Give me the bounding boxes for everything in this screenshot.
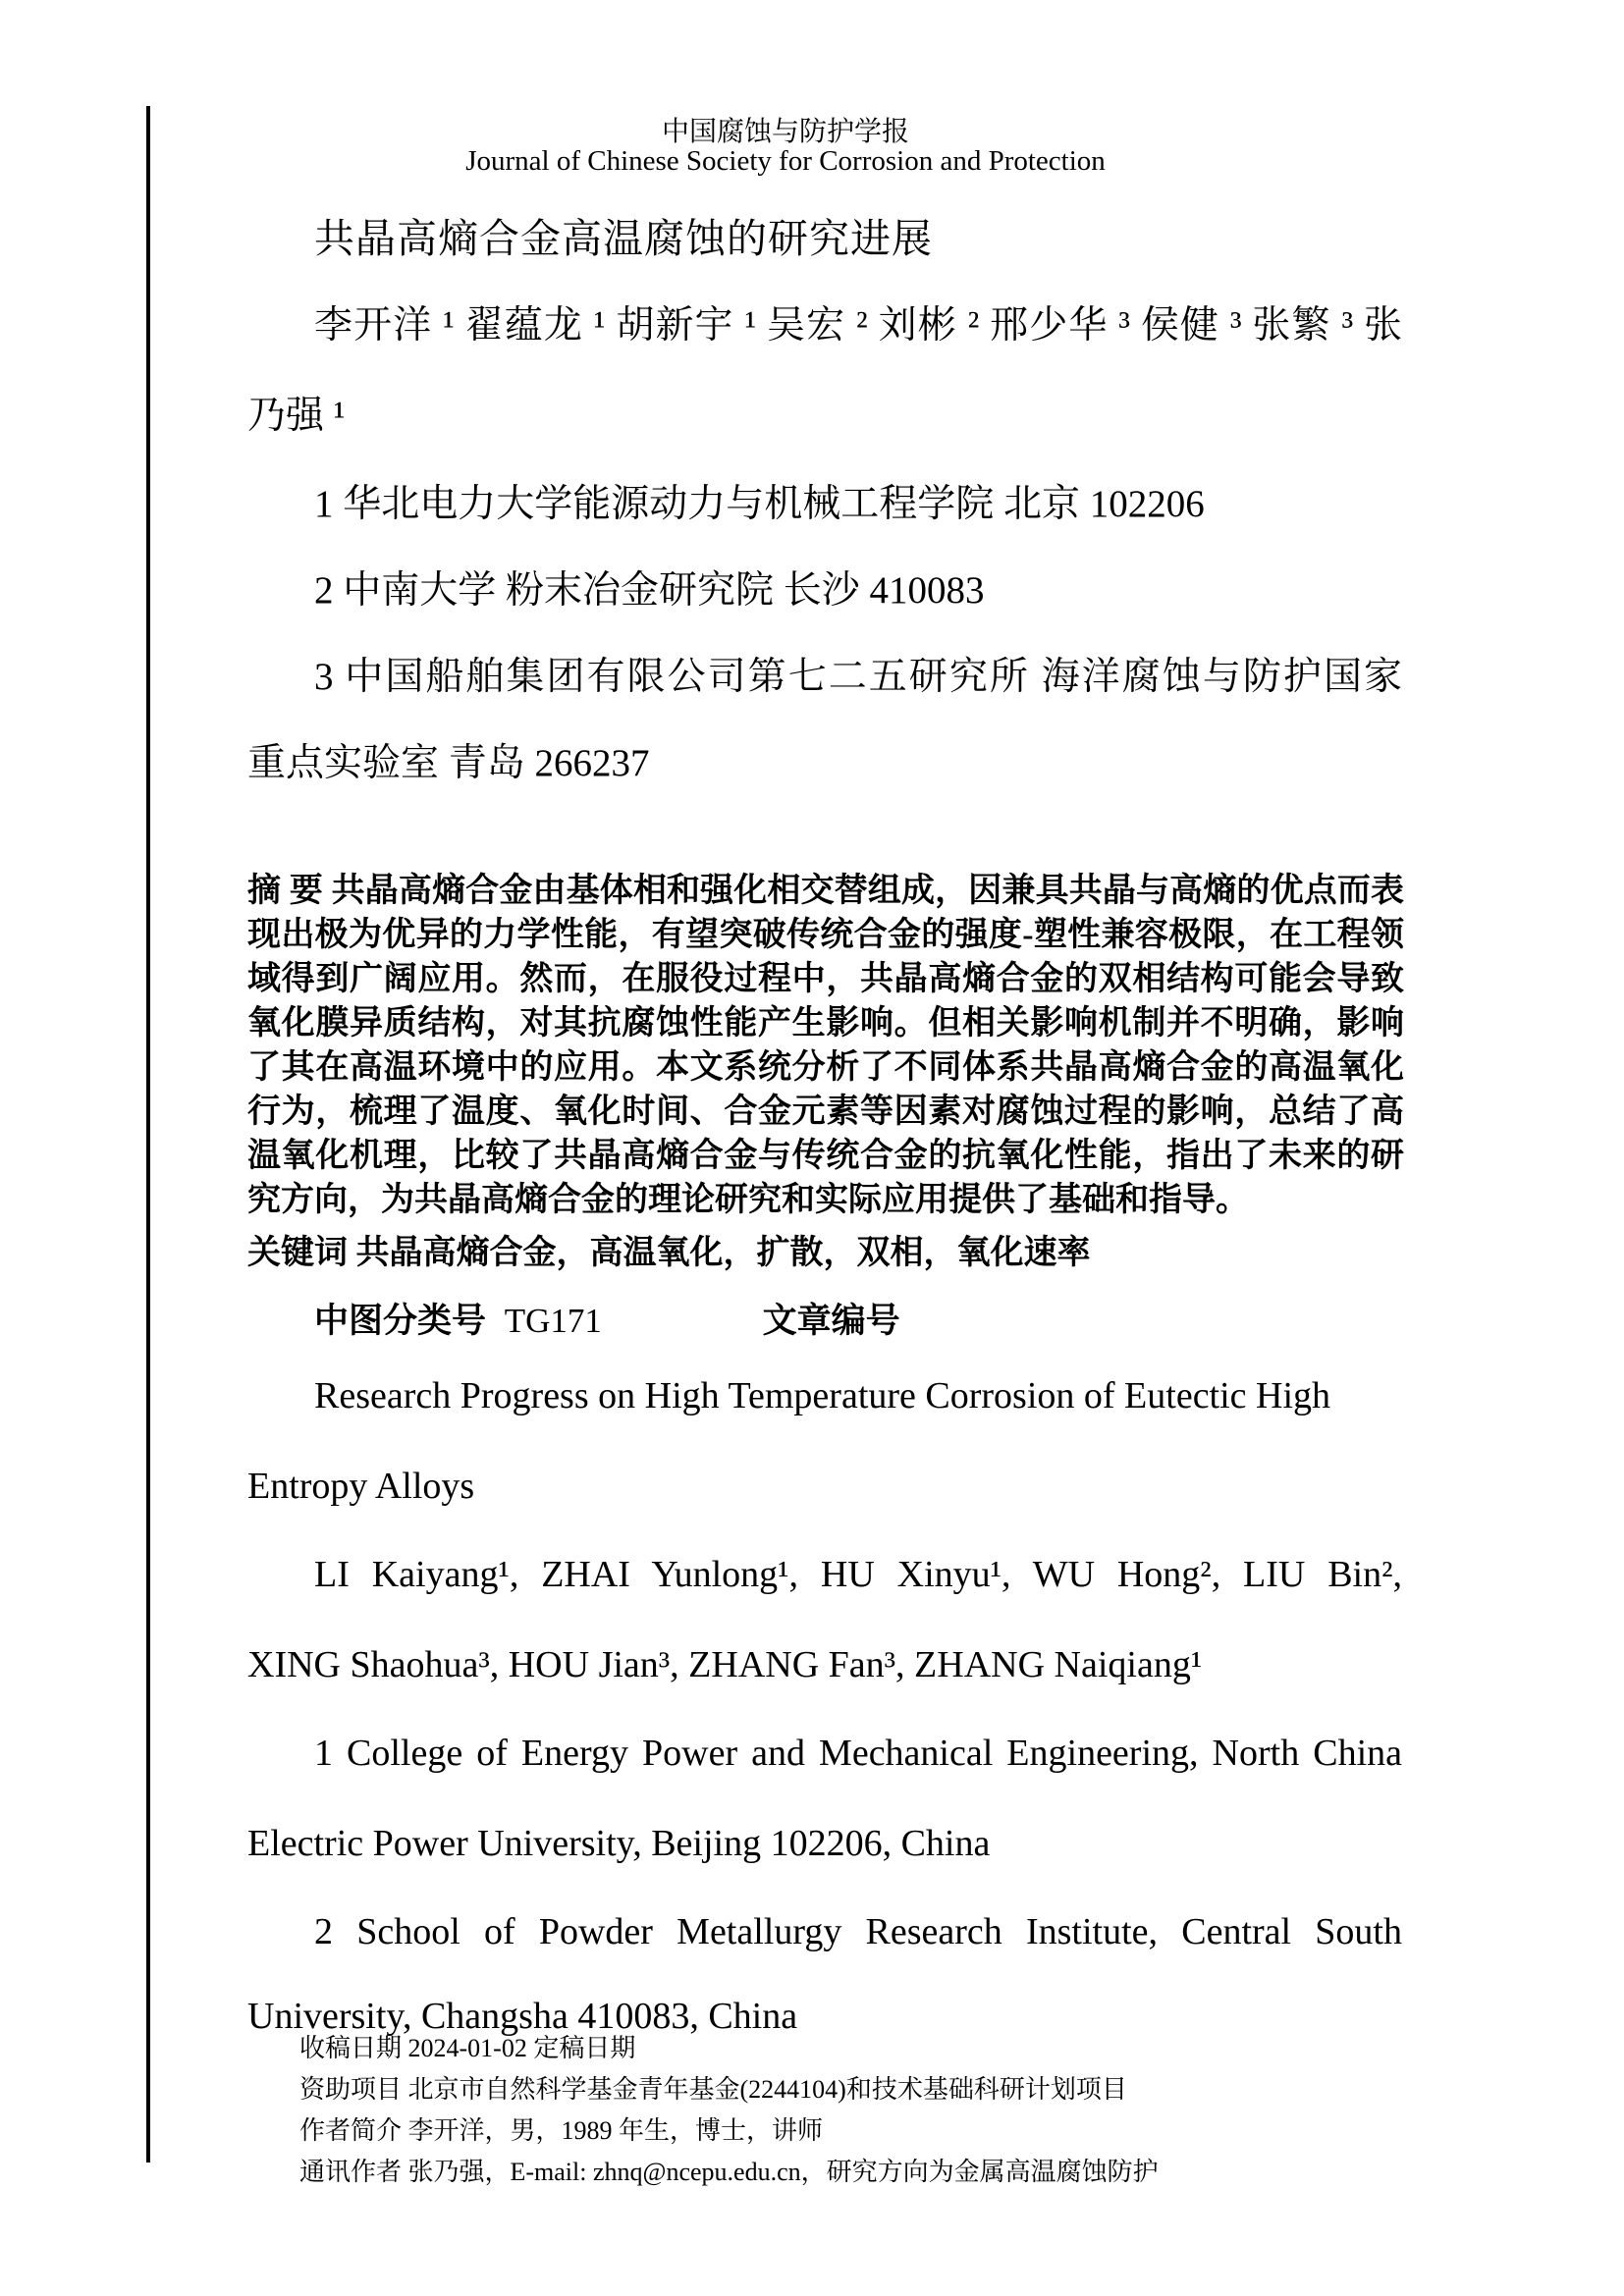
authors-en-line1: LI Kaiyang¹, ZHAI Yunlong¹, HU Xinyu¹, WU Hong², LIU Bin², <box>314 1554 1402 1595</box>
journal-title-en: Journal of Chinese Society for Corrosion and Protection <box>465 145 1106 177</box>
authors-cn-line2: 乃强 ¹ <box>247 395 346 437</box>
affiliation-en-2-line1: 2 School of Powder Metallurgy Research Institute, Central South <box>314 1911 1402 1952</box>
article-title-cn: 共晶高熵合金高温腐蚀的研究进展 <box>314 216 933 261</box>
affiliation-cn-2: 2 中南大学 粉末冶金研究院 长沙 410083 <box>314 569 985 612</box>
abstract-line: 摘 要 共晶高熵合金由基体相和强化相交替组成，因兼具共晶与高熵的优点而表 <box>247 873 1404 909</box>
abstract-line: 氧化膜异质结构，对其抗腐蚀性能产生影响。但相关影响机制并不明确，影响 <box>247 1005 1404 1041</box>
affiliation-cn-3-line2: 重点实验室 青岛 266237 <box>247 742 650 784</box>
article-title-en-line2: Entropy Alloys <box>247 1466 475 1507</box>
footnote-funding: 资助项目 北京市自然科学基金青年基金(2244104)和技术基础科研计划项目 <box>299 2075 1127 2104</box>
affiliation-cn-3-line1: 3 中国船舶集团有限公司第七二五研究所 海洋腐蚀与防护国家 <box>314 656 1402 698</box>
classification-row <box>314 1294 900 1343</box>
footnote-author-bio: 作者简介 李开洋，男，1989 年生，博士，讲师 <box>299 2116 824 2145</box>
affiliation-cn-1: 1 华北电力大学能源动力与机械工程学院 北京 102206 <box>314 483 1205 525</box>
abstract-line: 域得到广阔应用。然而，在服役过程中，共晶高熵合金的双相结构可能会导致 <box>247 961 1404 997</box>
keywords-line: 关键词 共晶高熵合金，高温氧化，扩散，双相，氧化速率 <box>247 1235 1091 1271</box>
abstract-line: 了其在高温环境中的应用。本文系统分析了不同体系共晶高熵合金的高温氧化 <box>247 1049 1404 1086</box>
abstract-line: 温氧化机理，比较了共晶高熵合金与传统合金的抗氧化性能，指出了未来的研 <box>247 1138 1404 1174</box>
article-id-label: 文章编号 <box>762 1302 900 1340</box>
authors-cn-line1: 李开洋 ¹ 翟蕴龙 ¹ 胡新宇 ¹ 吴宏 ² 刘彬 ² 邢少华 ³ 侯健 ³ 张繁 ³ 张 <box>314 304 1402 347</box>
affiliation-en-1-line1: 1 College of Energy Power and Mechanical Engineering, North China <box>314 1733 1402 1774</box>
abstract-line: 现出极为优异的力学性能，有望突破传统合金的强度-塑性兼容极限，在工程领 <box>247 917 1404 953</box>
article-title-en-line1: Research Progress on High Temperature Corrosion of Eutectic High <box>314 1375 1331 1416</box>
clc-label: 中图分类号 <box>314 1302 487 1340</box>
left-margin-rule <box>146 106 150 2163</box>
authors-en-line2: XING Shaohua³, HOU Jian³, ZHANG Fan³, ZHANG Naiqiang¹ <box>247 1644 1203 1685</box>
journal-title-cn: 中国腐蚀与防护学报 <box>661 117 909 147</box>
affiliation-en-2-line2: University, Changsha 410083, China <box>247 1996 798 2037</box>
abstract-line: 行为，梳理了温度、氧化时间、合金元素等因素对腐蚀过程的影响，总结了高 <box>247 1094 1404 1130</box>
abstract-line: 究方向，为共晶高熵合金的理论研究和实际应用提供了基础和指导。 <box>247 1182 1249 1218</box>
footnote-corresponding-author: 通讯作者 张乃强，E-mail: zhnq@ncepu.edu.cn，研究方向为金属高温腐蚀防护 <box>299 2158 1159 2186</box>
affiliation-en-1-line2: Electric Power University, Beijing 102206, China <box>247 1823 991 1864</box>
clc-value: TG171 <box>504 1302 602 1340</box>
footnote-received-date: 收稿日期 2024-01-02 定稿日期 <box>299 2034 636 2062</box>
